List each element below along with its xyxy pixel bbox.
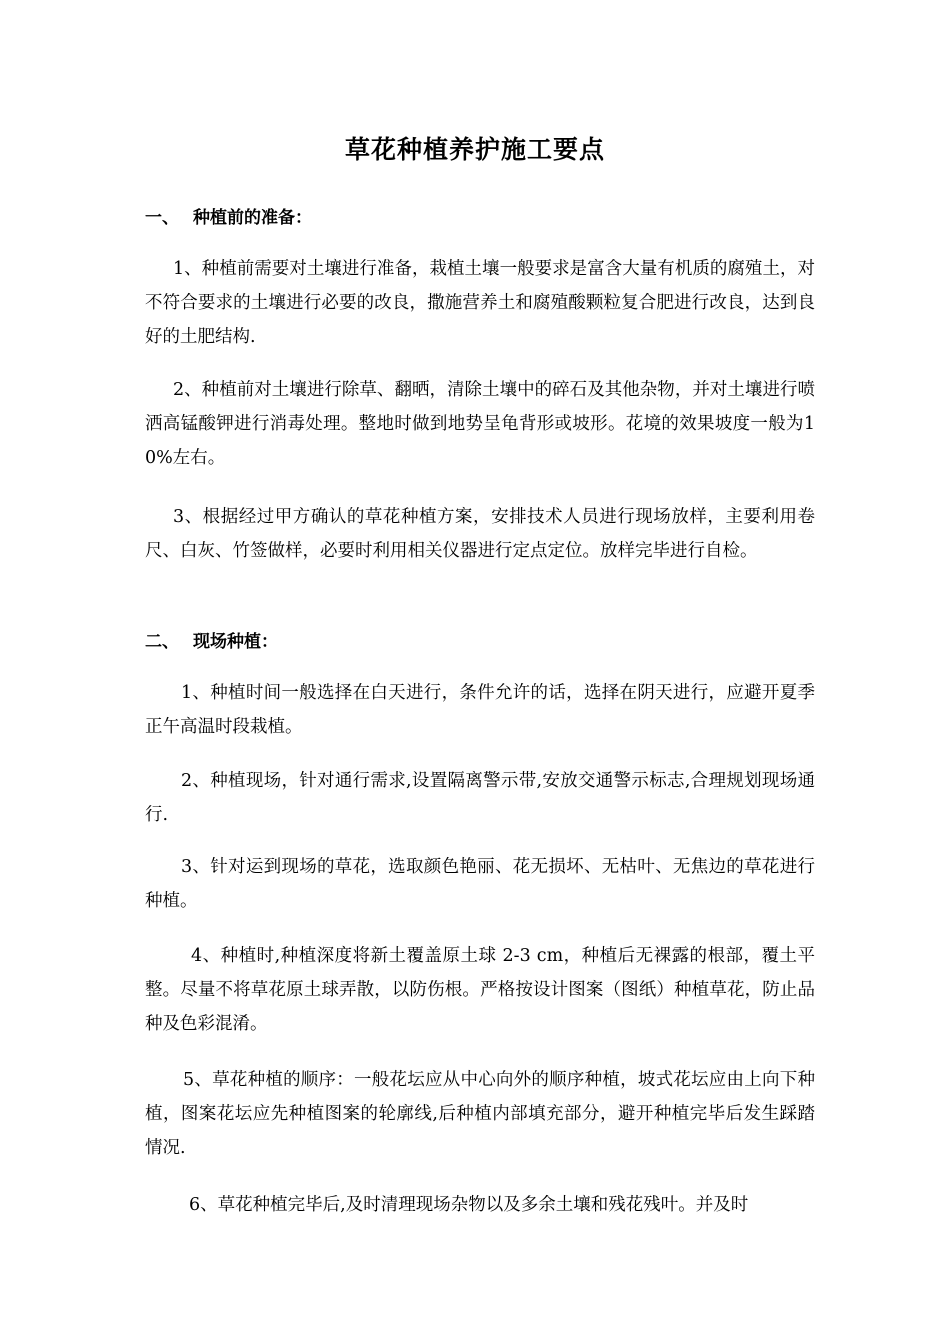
paragraph: 1、种植前需要对土壤进行准备，栽植土壤一般要求是富含大量有机质的腐殖土，对不符合要求的土壤进行必要的改良，撒施营养土和腐殖酸颗粒复合肥进行改良，达到良好的土肥结构. [145, 259, 815, 347]
paragraph: 2、种植现场，针对通行需求,设置隔离警示带,安放交通警示标志,合理规划现场通行. [145, 771, 815, 825]
paragraph: 5、草花种植的顺序：一般花坛应从中心向外的顺序种植，坡式花坛应由上向下种植，图案花坛应先种植图案的轮廓线,后种植内部填充部分，避开种植完毕后发生踩踏情况. [145, 1070, 815, 1158]
paragraph: 2、种植前对土壤进行除草、翻晒，清除土壤中的碎石及其他杂物，并对土壤进行喷洒高锰酸钾进行消毒处理。整地时做到地势呈龟背形或坡形。花境的效果坡度一般为10%左右。 [145, 380, 815, 468]
section-title: 现场种植： [193, 632, 278, 652]
paragraph: 1、种植时间一般选择在白天进行，条件允许的话，选择在阴天进行，应避开夏季正午高温时段栽植。 [145, 683, 815, 737]
section-title: 种植前的准备： [193, 208, 312, 228]
page-title: 草花种植养护施工要点 [344, 135, 605, 164]
section-heading-1 [145, 206, 312, 230]
section-number: 一、 [145, 208, 179, 228]
paragraph: 3、根据经过甲方确认的草花种植方案，安排技术人员进行现场放样，主要利用卷尺、白灰、竹签做样，必要时利用相关仪器进行定点定位。放样完毕进行自检。 [145, 507, 815, 561]
paragraph: 3、针对运到现场的草花，选取颜色艳丽、花无损坏、无枯叶、无焦边的草花进行种植。 [145, 857, 815, 911]
paragraph: 4、种植时,种植深度将新土覆盖原土球 2-3 cm，种植后无裸露的根部，覆土平整。尽量不将草花原土球弄散，以防伤根。严格按设计图案（图纸）种植草花，防止品种及色彩混淆。 [145, 946, 815, 1034]
paragraph: 6、草花种植完毕后,及时清理现场杂物以及多余土壤和残花残叶。并及时 [189, 1195, 749, 1215]
section-number: 二、 [145, 632, 179, 652]
section-heading-2 [145, 630, 278, 654]
